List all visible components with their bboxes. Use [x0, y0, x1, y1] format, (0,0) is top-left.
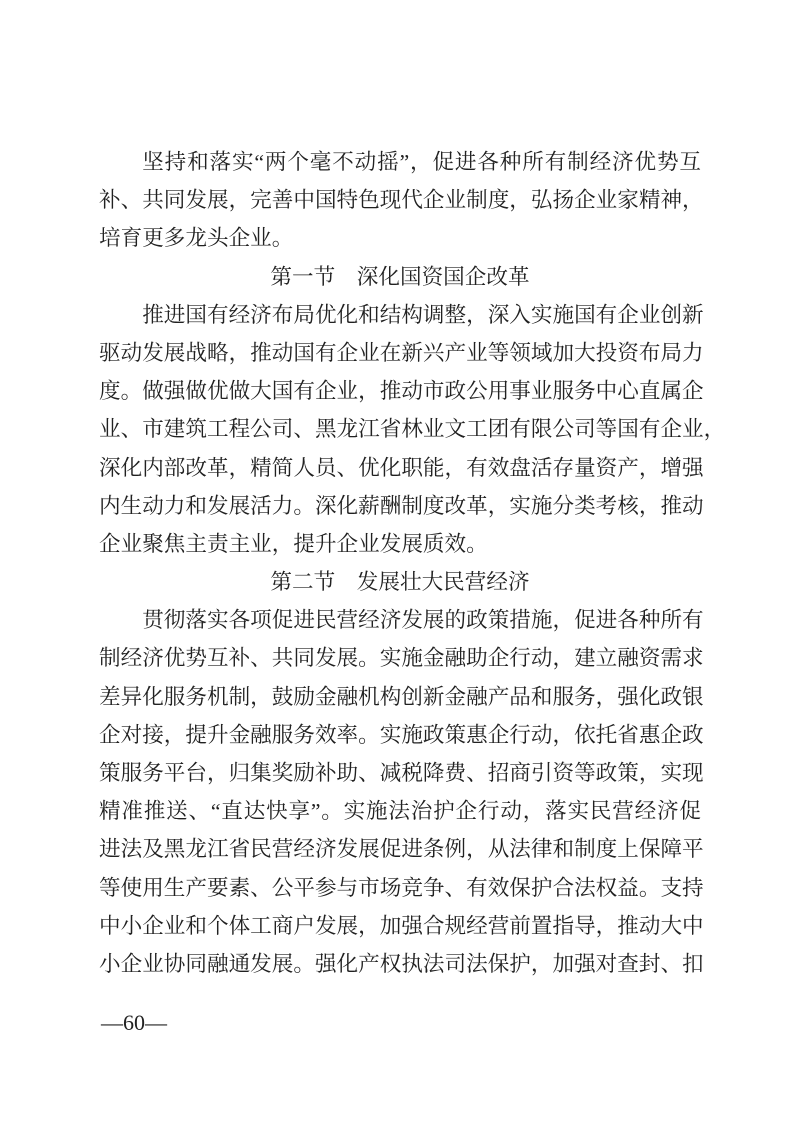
text-line: 补、共同发展，完善中国特色现代企业制度，弘扬企业家精神， — [99, 188, 704, 213]
text-line: 推进国有经济布局优化和结构调整，深入实施国有企业创新 — [142, 302, 704, 327]
text-line: 深化内部改革，精简人员、优化职能，有效盘活存量资产，增强 — [99, 455, 704, 480]
text-line: 精准推送、“直达快享”。实施法治护企行动，落实民营经济促 — [99, 799, 701, 824]
text-line: 培育更多龙头企业。 — [99, 226, 294, 251]
text-line: 度。做强做优做大国有企业，推动市政公用事业服务中心直属企 — [99, 379, 704, 404]
text-line: 业、市建筑工程公司、黑龙江省林业文工团有限公司等国有企业， — [99, 417, 726, 442]
text-line: 制经济优势互补、共同发展。实施金融助企行动，建立融资需求 — [99, 646, 704, 671]
text-line: 坚持和落实“两个毫不动摇”，促进各种所有制经济优势互 — [142, 150, 701, 174]
text-line: 企业聚焦主责主业，提升企业发展质效。 — [99, 531, 488, 556]
page-number: —60— — [101, 1010, 167, 1035]
text-line: 进法及黑龙江省民营经济发展促进条例，从法律和制度上保障平 — [99, 837, 704, 862]
text-line: 小企业协同融通发展。强化产权执法司法保护，加强对查封、扣 — [99, 951, 704, 976]
text-line: 企对接，提升金融服务效率。实施政策惠企行动，依托省惠企政 — [99, 722, 704, 747]
text-line: 等使用生产要素、公平参与市场竞争、有效保护合法权益。支持 — [99, 875, 704, 900]
paragraph — [99, 143, 704, 258]
text-line: 驱动发展战略，推动国有企业在新兴产业等领域加大投资布局力 — [99, 340, 704, 365]
text-line: 差异化服务机制，鼓励金融机构创新金融产品和服务，强化政银 — [99, 684, 704, 709]
paragraph — [99, 601, 704, 983]
text-line: 内生动力和发展活力。深化薪酬制度改革，实施分类考核，推动 — [99, 493, 704, 518]
document-body — [99, 143, 726, 983]
paragraph — [99, 296, 726, 563]
section-heading: 第二节 发展壮大民营经济 — [270, 570, 530, 595]
section-heading: 第一节 深化国资国企改革 — [270, 264, 530, 289]
text-line: 策服务平台，归集奖励补助、减税降费、招商引资等政策，实现 — [99, 761, 704, 785]
text-line: 中小企业和个体工商户发展，加强合规经营前置指导，推动大中 — [99, 913, 704, 938]
text-line: 贯彻落实各项促进民营经济发展的政策措施，促进各种所有 — [142, 608, 704, 633]
